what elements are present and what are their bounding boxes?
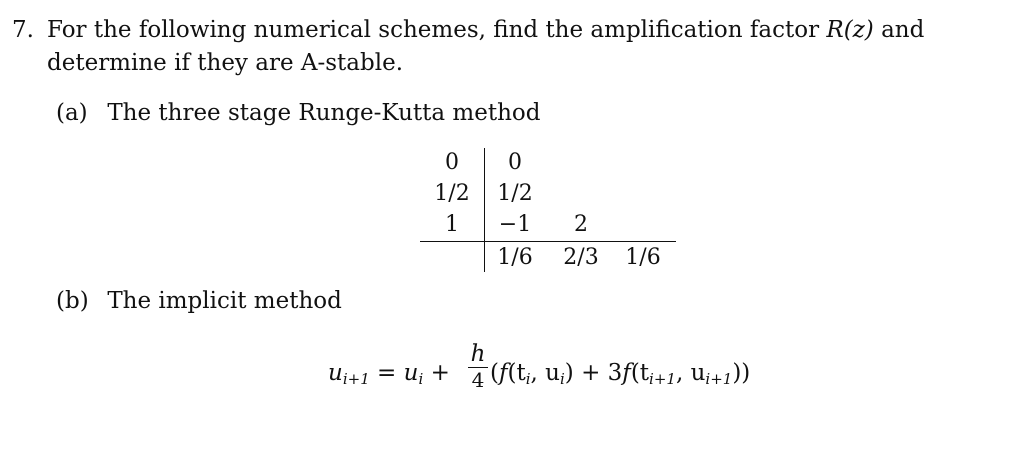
tableau-a-2-1: 2 [574, 212, 588, 237]
problem-statement [12, 14, 1012, 80]
fraction-denominator: 4 [471, 368, 485, 393]
tableau-b-0: 1/6 [497, 245, 533, 270]
amplification-factor: R(z) [826, 17, 874, 43]
tableau-c-1: 1/2 [434, 181, 470, 206]
tableau-a-1-0: 1/2 [497, 181, 533, 206]
tableau-c-2: 1 [445, 212, 459, 237]
part-a-heading [56, 100, 540, 126]
tableau-horizontal-rule [420, 241, 676, 242]
butcher-tableau [420, 146, 676, 276]
problem-text-before: For the following numerical schemes, find the amplification factor [47, 17, 827, 43]
tableau-a-0-0: 0 [508, 150, 522, 175]
problem-text-after: and determine if they are A-stable. [47, 17, 925, 76]
part-b-heading [56, 288, 342, 314]
fraction-numerator: h [470, 341, 486, 367]
formula-right: ($f(t_i$, $u_i) + 3f(t_{i+1}$, $u_{i+1}$)) [490, 360, 751, 388]
tableau-vertical-rule [484, 148, 485, 272]
formula-left: $u_{i+1} = u_i$ + [328, 360, 450, 388]
tableau-c-0: 0 [445, 150, 459, 175]
formula-fraction [468, 342, 488, 391]
tableau-a-2-0: −1 [498, 212, 532, 237]
part-a-text: The three stage Runge-Kutta method [107, 100, 541, 126]
part-b-text: The implicit method [107, 288, 342, 314]
implicit-method-formula [328, 340, 848, 410]
part-a-label: (a) [56, 100, 88, 126]
problem-number: 7. [12, 17, 34, 43]
problem-text [47, 14, 1012, 80]
tableau-b-1: 2/3 [563, 245, 599, 270]
part-b-label: (b) [56, 288, 89, 314]
tableau-b-2: 1/6 [625, 245, 661, 270]
